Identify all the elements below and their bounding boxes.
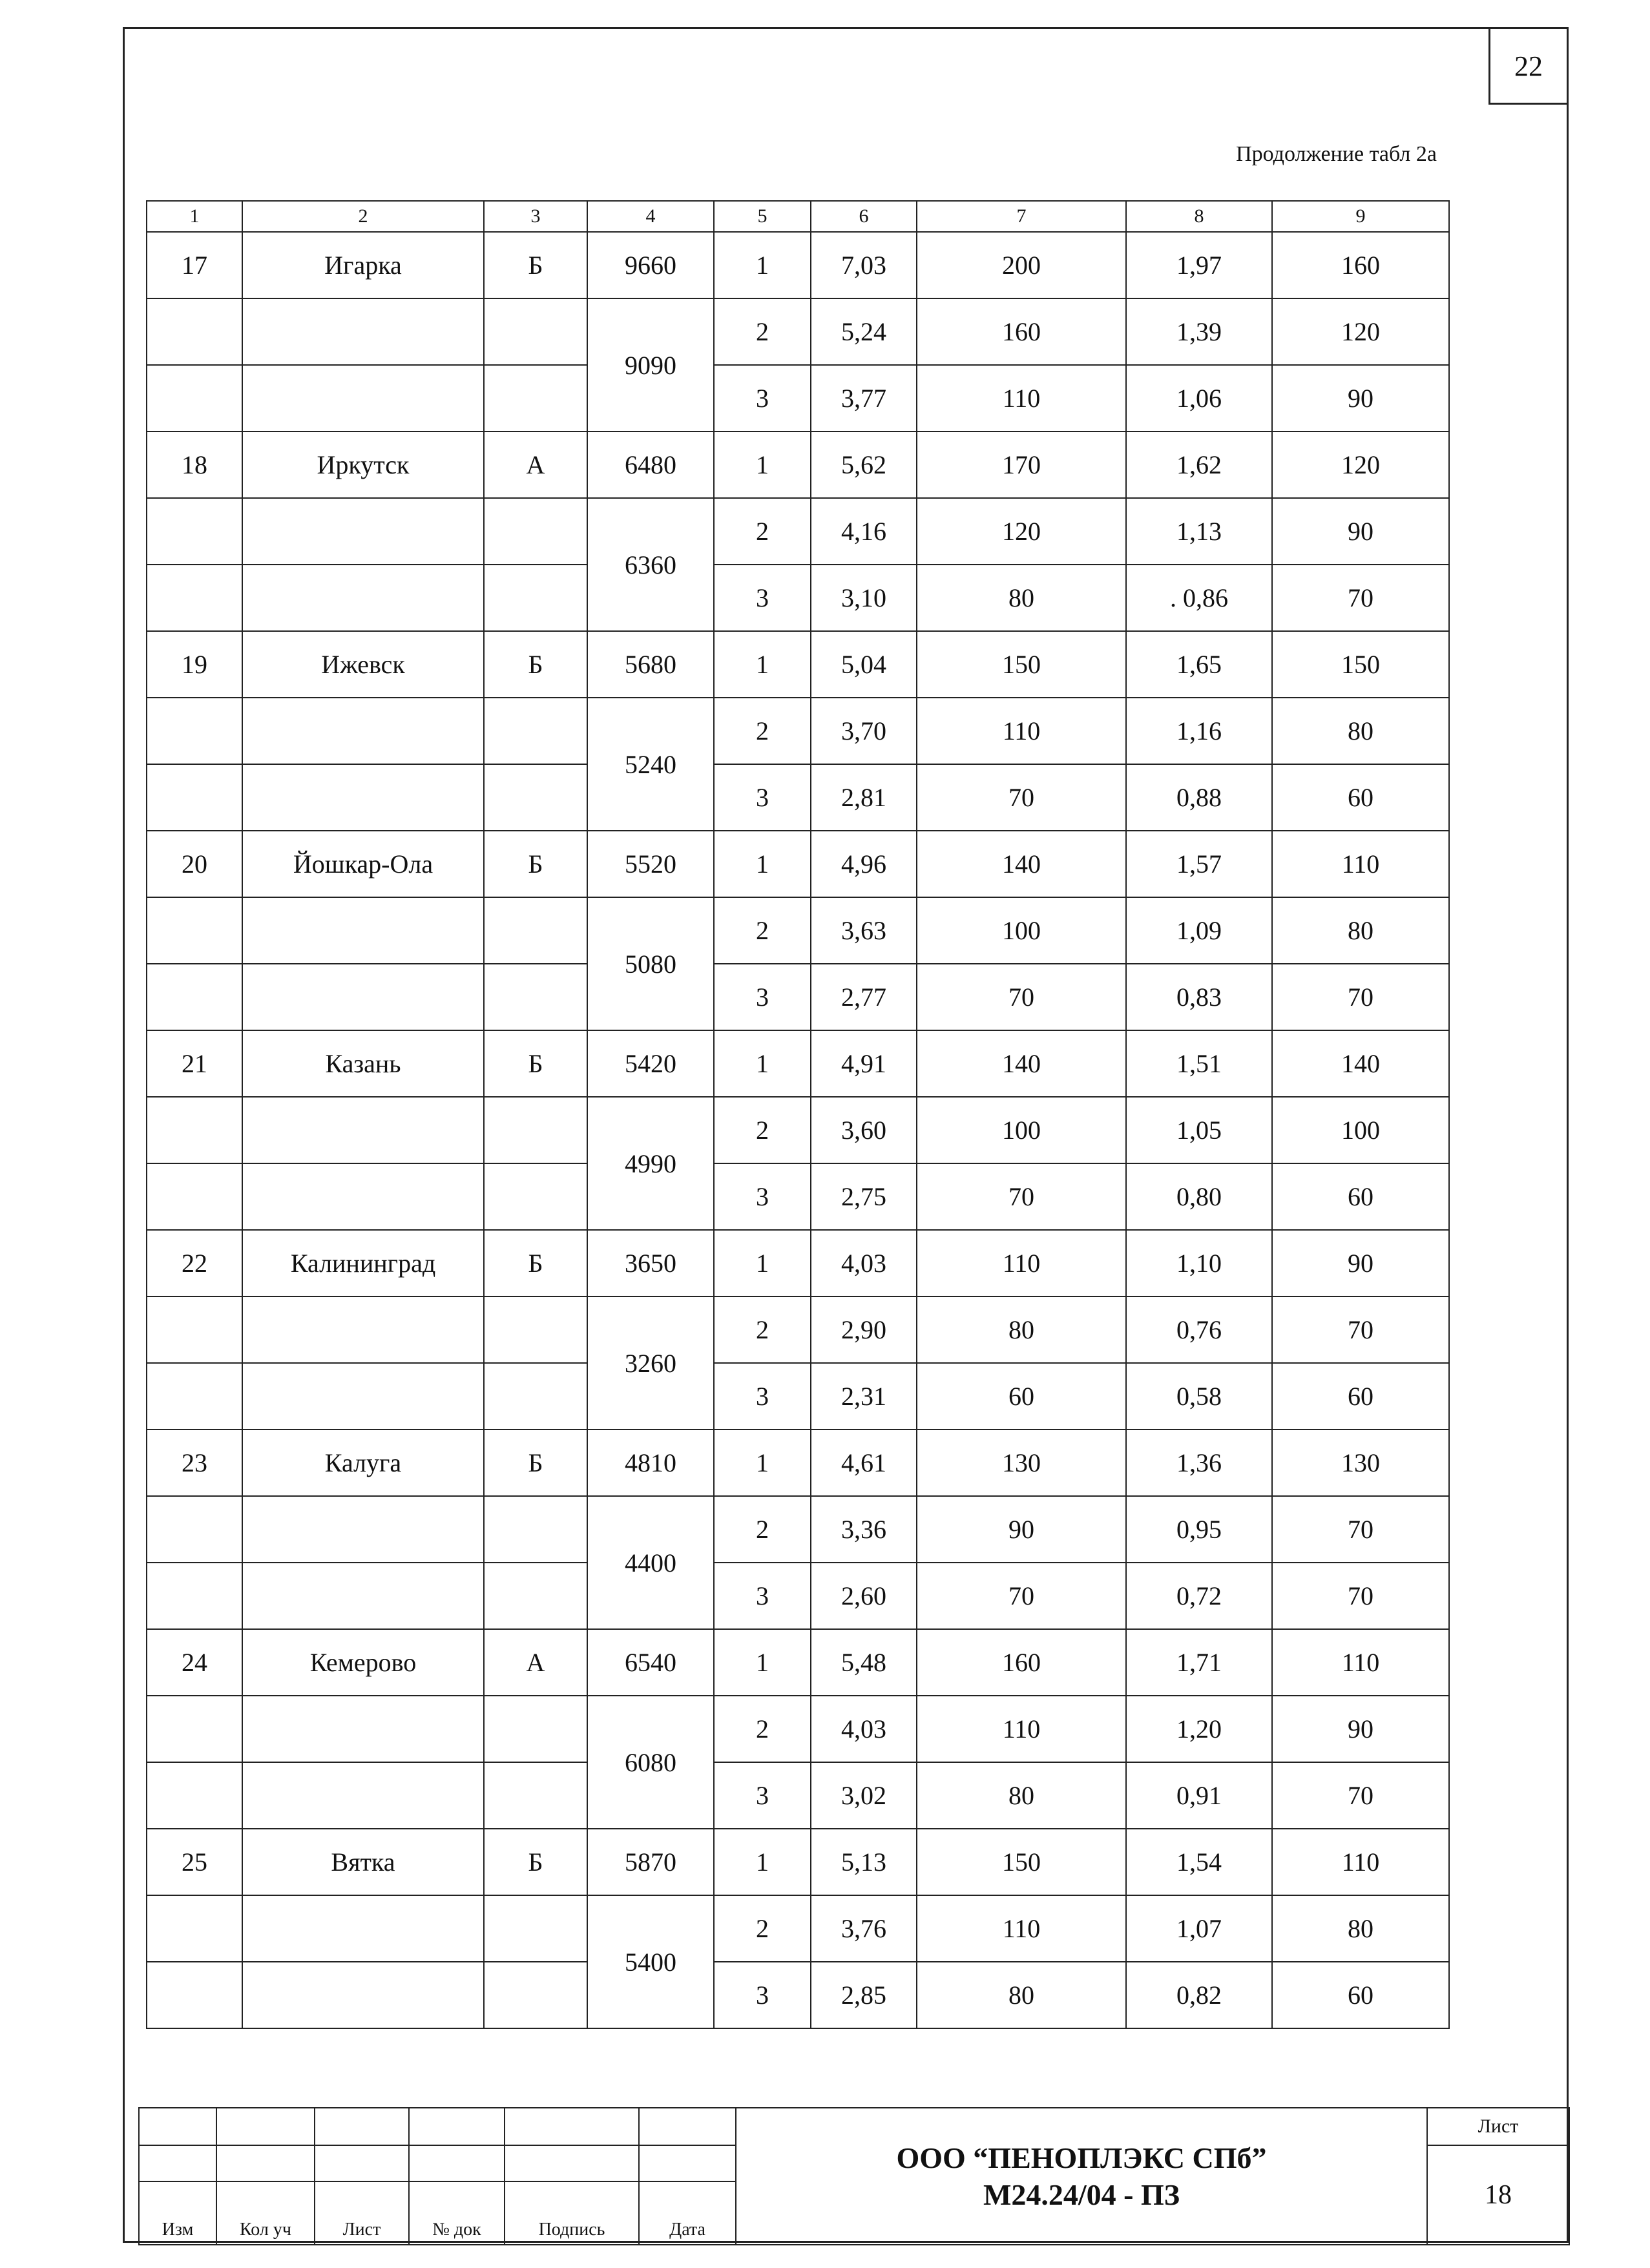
- subrow-number: 2: [714, 1895, 811, 1962]
- value-col6: 3,70: [811, 698, 917, 764]
- subrow-number: 3: [714, 1762, 811, 1829]
- value-col7: 60: [917, 1363, 1126, 1430]
- city-name: Иркутск: [242, 432, 484, 498]
- sheet-number: 18: [1427, 2145, 1569, 2245]
- empty-cell: [484, 897, 587, 964]
- document-code: М24.24/04 - ПЗ: [983, 2178, 1180, 2211]
- city-name: Йошкар-Ола: [242, 831, 484, 897]
- value-col7: 110: [917, 1696, 1126, 1762]
- row-number: 22: [147, 1230, 242, 1296]
- row-number: 23: [147, 1430, 242, 1496]
- empty-cell: [484, 1762, 587, 1829]
- subrow-number: 1: [714, 831, 811, 897]
- stamp-cell: [409, 2108, 505, 2145]
- label-list: Лист: [315, 2181, 409, 2245]
- value-col8: 0,91: [1126, 1762, 1272, 1829]
- value-col9: 120: [1272, 298, 1449, 365]
- value-col6: 2,31: [811, 1363, 917, 1430]
- stamp-cell: [139, 2108, 216, 2145]
- stamp-cell: [639, 2108, 736, 2145]
- empty-cell: [147, 964, 242, 1030]
- value-col8: 0,82: [1126, 1962, 1272, 2028]
- zone-code: Б: [484, 831, 587, 897]
- subrow-number: 1: [714, 232, 811, 298]
- value-col8: 1,39: [1126, 298, 1272, 365]
- subrow-number: 3: [714, 1962, 811, 2028]
- value-col8: 1,62: [1126, 432, 1272, 498]
- value-col6: 5,04: [811, 631, 917, 698]
- value-col7: 70: [917, 764, 1126, 831]
- table-row: [147, 1097, 1449, 1163]
- value-col6: 3,63: [811, 897, 917, 964]
- value-col7: 130: [917, 1430, 1126, 1496]
- empty-cell: [147, 1962, 242, 2028]
- value-col9: 120: [1272, 432, 1449, 498]
- degree-days-value: 3650: [587, 1230, 714, 1296]
- value-col8: 1,05: [1126, 1097, 1272, 1163]
- value-col7: 110: [917, 1895, 1126, 1962]
- city-name: Казань: [242, 1030, 484, 1097]
- company-name: ООО “ПЕНОПЛЭКС СПб”: [896, 2141, 1267, 2174]
- value-col7: 120: [917, 498, 1126, 565]
- column-header: 8: [1126, 201, 1272, 232]
- empty-cell: [147, 698, 242, 764]
- empty-cell: [484, 1097, 587, 1163]
- zone-code: А: [484, 1629, 587, 1696]
- empty-cell: [484, 1962, 587, 2028]
- value-col8: 1,20: [1126, 1696, 1272, 1762]
- table-row: [147, 698, 1449, 764]
- subrow-number: 2: [714, 1496, 811, 1563]
- value-col6: 5,24: [811, 298, 917, 365]
- table-row: [147, 1696, 1449, 1762]
- title-block: [138, 2107, 1570, 2245]
- zone-code: Б: [484, 1430, 587, 1496]
- degree-days-value: 4400: [587, 1496, 714, 1629]
- zone-code: Б: [484, 631, 587, 698]
- value-col8: 0,83: [1126, 964, 1272, 1030]
- city-name: Кемерово: [242, 1629, 484, 1696]
- empty-cell: [484, 1363, 587, 1430]
- value-col7: 140: [917, 831, 1126, 897]
- value-col6: 3,10: [811, 565, 917, 631]
- subrow-number: 1: [714, 432, 811, 498]
- empty-cell: [484, 498, 587, 565]
- value-col9: 160: [1272, 232, 1449, 298]
- subrow-number: 3: [714, 565, 811, 631]
- subrow-number: 1: [714, 1230, 811, 1296]
- value-col6: 4,61: [811, 1430, 917, 1496]
- value-col9: 150: [1272, 631, 1449, 698]
- empty-cell: [484, 365, 587, 432]
- value-col7: 150: [917, 631, 1126, 698]
- empty-cell: [484, 1296, 587, 1363]
- subrow-number: 1: [714, 1829, 811, 1895]
- city-name: Ижевск: [242, 631, 484, 698]
- stamp-cell: [315, 2108, 409, 2145]
- stamp-cell: [139, 2145, 216, 2181]
- column-header: 6: [811, 201, 917, 232]
- value-col9: 130: [1272, 1430, 1449, 1496]
- label-doc-number: № док: [409, 2181, 505, 2245]
- value-col7: 100: [917, 1097, 1126, 1163]
- value-col6: 2,81: [811, 764, 917, 831]
- zone-code: Б: [484, 1030, 587, 1097]
- value-col6: 4,03: [811, 1696, 917, 1762]
- value-col7: 160: [917, 298, 1126, 365]
- empty-cell: [242, 1696, 484, 1762]
- degree-days-value: 5080: [587, 897, 714, 1030]
- empty-cell: [484, 764, 587, 831]
- value-col9: 70: [1272, 1762, 1449, 1829]
- empty-cell: [484, 698, 587, 764]
- zone-code: Б: [484, 232, 587, 298]
- value-col9: 70: [1272, 1296, 1449, 1363]
- subrow-number: 2: [714, 897, 811, 964]
- row-number: 24: [147, 1629, 242, 1696]
- empty-cell: [147, 1563, 242, 1629]
- table-row: [147, 631, 1449, 698]
- degree-days-value: 9090: [587, 298, 714, 432]
- value-col6: 3,60: [811, 1097, 917, 1163]
- empty-cell: [484, 1163, 587, 1230]
- empty-cell: [242, 1496, 484, 1563]
- empty-cell: [147, 1163, 242, 1230]
- city-name: Калининград: [242, 1230, 484, 1296]
- empty-cell: [242, 1895, 484, 1962]
- value-col7: 70: [917, 1563, 1126, 1629]
- value-col9: 110: [1272, 831, 1449, 897]
- value-col7: 90: [917, 1496, 1126, 1563]
- value-col8: 1,36: [1126, 1430, 1272, 1496]
- value-col7: 110: [917, 365, 1126, 432]
- value-col8: . 0,86: [1126, 565, 1272, 631]
- subrow-number: 3: [714, 365, 811, 432]
- value-col9: 80: [1272, 1895, 1449, 1962]
- subrow-number: 3: [714, 1363, 811, 1430]
- value-col7: 80: [917, 1762, 1126, 1829]
- label-kol-uch: Кол уч: [216, 2181, 315, 2245]
- value-col8: 1,13: [1126, 498, 1272, 565]
- value-col9: 70: [1272, 964, 1449, 1030]
- column-header: 1: [147, 201, 242, 232]
- value-col8: 0,88: [1126, 764, 1272, 831]
- value-col6: 5,48: [811, 1629, 917, 1696]
- value-col9: 140: [1272, 1030, 1449, 1097]
- value-col9: 80: [1272, 698, 1449, 764]
- zone-code: Б: [484, 1230, 587, 1296]
- table-row: [147, 565, 1449, 631]
- empty-cell: [242, 365, 484, 432]
- degree-days-value: 6540: [587, 1629, 714, 1696]
- table-row: [147, 1563, 1449, 1629]
- empty-cell: [484, 1563, 587, 1629]
- value-col6: 3,36: [811, 1496, 917, 1563]
- table-row: [147, 1163, 1449, 1230]
- value-col8: 0,95: [1126, 1496, 1272, 1563]
- subrow-number: 2: [714, 1296, 811, 1363]
- table-row: [147, 1829, 1449, 1895]
- value-col9: 90: [1272, 1696, 1449, 1762]
- degree-days-value: 5240: [587, 698, 714, 831]
- zone-code: Б: [484, 1829, 587, 1895]
- row-number: 21: [147, 1030, 242, 1097]
- table-row: [147, 1762, 1449, 1829]
- degree-days-value: 5400: [587, 1895, 714, 2028]
- empty-cell: [484, 1496, 587, 1563]
- degree-days-value: 5680: [587, 631, 714, 698]
- city-name: Калуга: [242, 1430, 484, 1496]
- degree-days-value: 4990: [587, 1097, 714, 1230]
- table-row: [147, 1496, 1449, 1563]
- value-col6: 4,96: [811, 831, 917, 897]
- degree-days-value: 5520: [587, 831, 714, 897]
- label-izm: Изм: [139, 2181, 216, 2245]
- value-col7: 70: [917, 964, 1126, 1030]
- value-col9: 60: [1272, 1363, 1449, 1430]
- value-col6: 4,91: [811, 1030, 917, 1097]
- empty-cell: [147, 1363, 242, 1430]
- value-col9: 60: [1272, 1163, 1449, 1230]
- value-col8: 0,76: [1126, 1296, 1272, 1363]
- value-col9: 60: [1272, 1962, 1449, 2028]
- subrow-number: 1: [714, 631, 811, 698]
- value-col8: 1,71: [1126, 1629, 1272, 1696]
- value-col7: 200: [917, 232, 1126, 298]
- table-row: [147, 964, 1449, 1030]
- empty-cell: [147, 1895, 242, 1962]
- value-col7: 160: [917, 1629, 1126, 1696]
- empty-cell: [147, 897, 242, 964]
- label-signature: Подпись: [505, 2181, 639, 2245]
- value-col6: 2,85: [811, 1962, 917, 2028]
- value-col7: 70: [917, 1163, 1126, 1230]
- empty-cell: [484, 1895, 587, 1962]
- value-col9: 100: [1272, 1097, 1449, 1163]
- subrow-number: 3: [714, 1163, 811, 1230]
- value-col9: 60: [1272, 764, 1449, 831]
- empty-cell: [242, 565, 484, 631]
- empty-cell: [484, 298, 587, 365]
- value-col7: 170: [917, 432, 1126, 498]
- table-row: [147, 1629, 1449, 1696]
- subrow-number: 1: [714, 1629, 811, 1696]
- empty-cell: [242, 764, 484, 831]
- empty-cell: [242, 698, 484, 764]
- value-col7: 80: [917, 565, 1126, 631]
- table-row: [147, 897, 1449, 964]
- header-row: [147, 201, 1449, 232]
- value-col8: 0,80: [1126, 1163, 1272, 1230]
- subrow-number: 2: [714, 1097, 811, 1163]
- empty-cell: [147, 1696, 242, 1762]
- stamp-cell: [315, 2145, 409, 2181]
- subrow-number: 2: [714, 1696, 811, 1762]
- value-col6: 2,60: [811, 1563, 917, 1629]
- table-row: [147, 1363, 1449, 1430]
- empty-cell: [484, 964, 587, 1030]
- value-col7: 80: [917, 1962, 1126, 2028]
- table-row: [147, 831, 1449, 897]
- sheet-label: Лист: [1427, 2108, 1569, 2145]
- value-col8: 1,09: [1126, 897, 1272, 964]
- degree-days-value: 6080: [587, 1696, 714, 1829]
- value-col8: 1,57: [1126, 831, 1272, 897]
- table-row: [147, 498, 1449, 565]
- subrow-number: 3: [714, 1563, 811, 1629]
- value-col7: 140: [917, 1030, 1126, 1097]
- value-col8: 1,06: [1126, 365, 1272, 432]
- empty-cell: [484, 1696, 587, 1762]
- value-col8: 1,16: [1126, 698, 1272, 764]
- subrow-number: 1: [714, 1430, 811, 1496]
- stamp-cell: [216, 2145, 315, 2181]
- value-col6: 4,03: [811, 1230, 917, 1296]
- empty-cell: [147, 1296, 242, 1363]
- column-header: 5: [714, 201, 811, 232]
- value-col8: 1,10: [1126, 1230, 1272, 1296]
- empty-cell: [242, 1962, 484, 2028]
- degree-days-value: 5870: [587, 1829, 714, 1895]
- value-col6: 4,16: [811, 498, 917, 565]
- empty-cell: [242, 1163, 484, 1230]
- value-col7: 100: [917, 897, 1126, 964]
- empty-cell: [242, 1097, 484, 1163]
- city-name: Вятка: [242, 1829, 484, 1895]
- empty-cell: [242, 1363, 484, 1430]
- subrow-number: 1: [714, 1030, 811, 1097]
- value-col6: 5,62: [811, 432, 917, 498]
- table-row: [147, 1296, 1449, 1363]
- row-number: 18: [147, 432, 242, 498]
- value-col7: 150: [917, 1829, 1126, 1895]
- degree-days-value: 6360: [587, 498, 714, 631]
- empty-cell: [147, 764, 242, 831]
- value-col6: 3,77: [811, 365, 917, 432]
- value-col8: 0,58: [1126, 1363, 1272, 1430]
- column-header: 7: [917, 201, 1126, 232]
- degree-days-value: 9660: [587, 232, 714, 298]
- table-row: [147, 298, 1449, 365]
- subrow-number: 2: [714, 698, 811, 764]
- value-col8: 0,72: [1126, 1563, 1272, 1629]
- empty-cell: [242, 1762, 484, 1829]
- value-col8: 1,54: [1126, 1829, 1272, 1895]
- value-col9: 70: [1272, 1563, 1449, 1629]
- row-number: 25: [147, 1829, 242, 1895]
- stamp-title: [736, 2108, 1427, 2245]
- row-number: 20: [147, 831, 242, 897]
- value-col6: 5,13: [811, 1829, 917, 1895]
- subrow-number: 2: [714, 298, 811, 365]
- value-col6: 2,77: [811, 964, 917, 1030]
- continuation-caption: Продолжение табл 2а: [1236, 142, 1437, 166]
- value-col9: 70: [1272, 1496, 1449, 1563]
- empty-cell: [147, 1496, 242, 1563]
- subrow-number: 3: [714, 964, 811, 1030]
- empty-cell: [147, 298, 242, 365]
- page-number: 22: [1488, 27, 1569, 105]
- stamp-cell: [639, 2145, 736, 2181]
- value-col9: 70: [1272, 565, 1449, 631]
- value-col9: 90: [1272, 498, 1449, 565]
- table-row: [147, 1230, 1449, 1296]
- stamp-cell: [409, 2145, 505, 2181]
- column-header: 4: [587, 201, 714, 232]
- value-col8: 1,07: [1126, 1895, 1272, 1962]
- empty-cell: [484, 565, 587, 631]
- value-col9: 80: [1272, 897, 1449, 964]
- row-number: 17: [147, 232, 242, 298]
- degree-days-value: 4810: [587, 1430, 714, 1496]
- stamp-cell: [505, 2145, 639, 2181]
- table-row: [147, 1430, 1449, 1496]
- table-row: [147, 764, 1449, 831]
- value-col7: 80: [917, 1296, 1126, 1363]
- zone-code: А: [484, 432, 587, 498]
- stamp-cell: [505, 2108, 639, 2145]
- stamp-cell: [216, 2108, 315, 2145]
- empty-cell: [242, 498, 484, 565]
- column-header: 2: [242, 201, 484, 232]
- row-number: 19: [147, 631, 242, 698]
- table-row: [147, 1895, 1449, 1962]
- empty-cell: [242, 1563, 484, 1629]
- empty-cell: [147, 365, 242, 432]
- empty-cell: [242, 897, 484, 964]
- table-row: [147, 1962, 1449, 2028]
- degree-days-value: 6480: [587, 432, 714, 498]
- empty-cell: [147, 1762, 242, 1829]
- city-name: Игарка: [242, 232, 484, 298]
- table-row: [147, 1030, 1449, 1097]
- empty-cell: [147, 1097, 242, 1163]
- value-col6: 2,75: [811, 1163, 917, 1230]
- empty-cell: [242, 298, 484, 365]
- value-col6: 3,76: [811, 1895, 917, 1962]
- empty-cell: [147, 498, 242, 565]
- table-row: [147, 232, 1449, 298]
- degree-days-value: 3260: [587, 1296, 714, 1430]
- degree-days-value: 5420: [587, 1030, 714, 1097]
- value-col7: 110: [917, 1230, 1126, 1296]
- table-row: [147, 365, 1449, 432]
- value-col9: 110: [1272, 1629, 1449, 1696]
- empty-cell: [242, 1296, 484, 1363]
- column-header: 9: [1272, 201, 1449, 232]
- table-row: [147, 432, 1449, 498]
- empty-cell: [147, 565, 242, 631]
- subrow-number: 2: [714, 498, 811, 565]
- value-col8: 1,97: [1126, 232, 1272, 298]
- value-col7: 110: [917, 698, 1126, 764]
- label-date: Дата: [639, 2181, 736, 2245]
- value-col9: 90: [1272, 365, 1449, 432]
- value-col8: 1,51: [1126, 1030, 1272, 1097]
- data-table: [146, 200, 1450, 2029]
- value-col9: 110: [1272, 1829, 1449, 1895]
- value-col9: 90: [1272, 1230, 1449, 1296]
- value-col6: 3,02: [811, 1762, 917, 1829]
- subrow-number: 3: [714, 764, 811, 831]
- column-header: 3: [484, 201, 587, 232]
- empty-cell: [242, 964, 484, 1030]
- value-col8: 1,65: [1126, 631, 1272, 698]
- value-col6: 2,90: [811, 1296, 917, 1363]
- value-col6: 7,03: [811, 232, 917, 298]
